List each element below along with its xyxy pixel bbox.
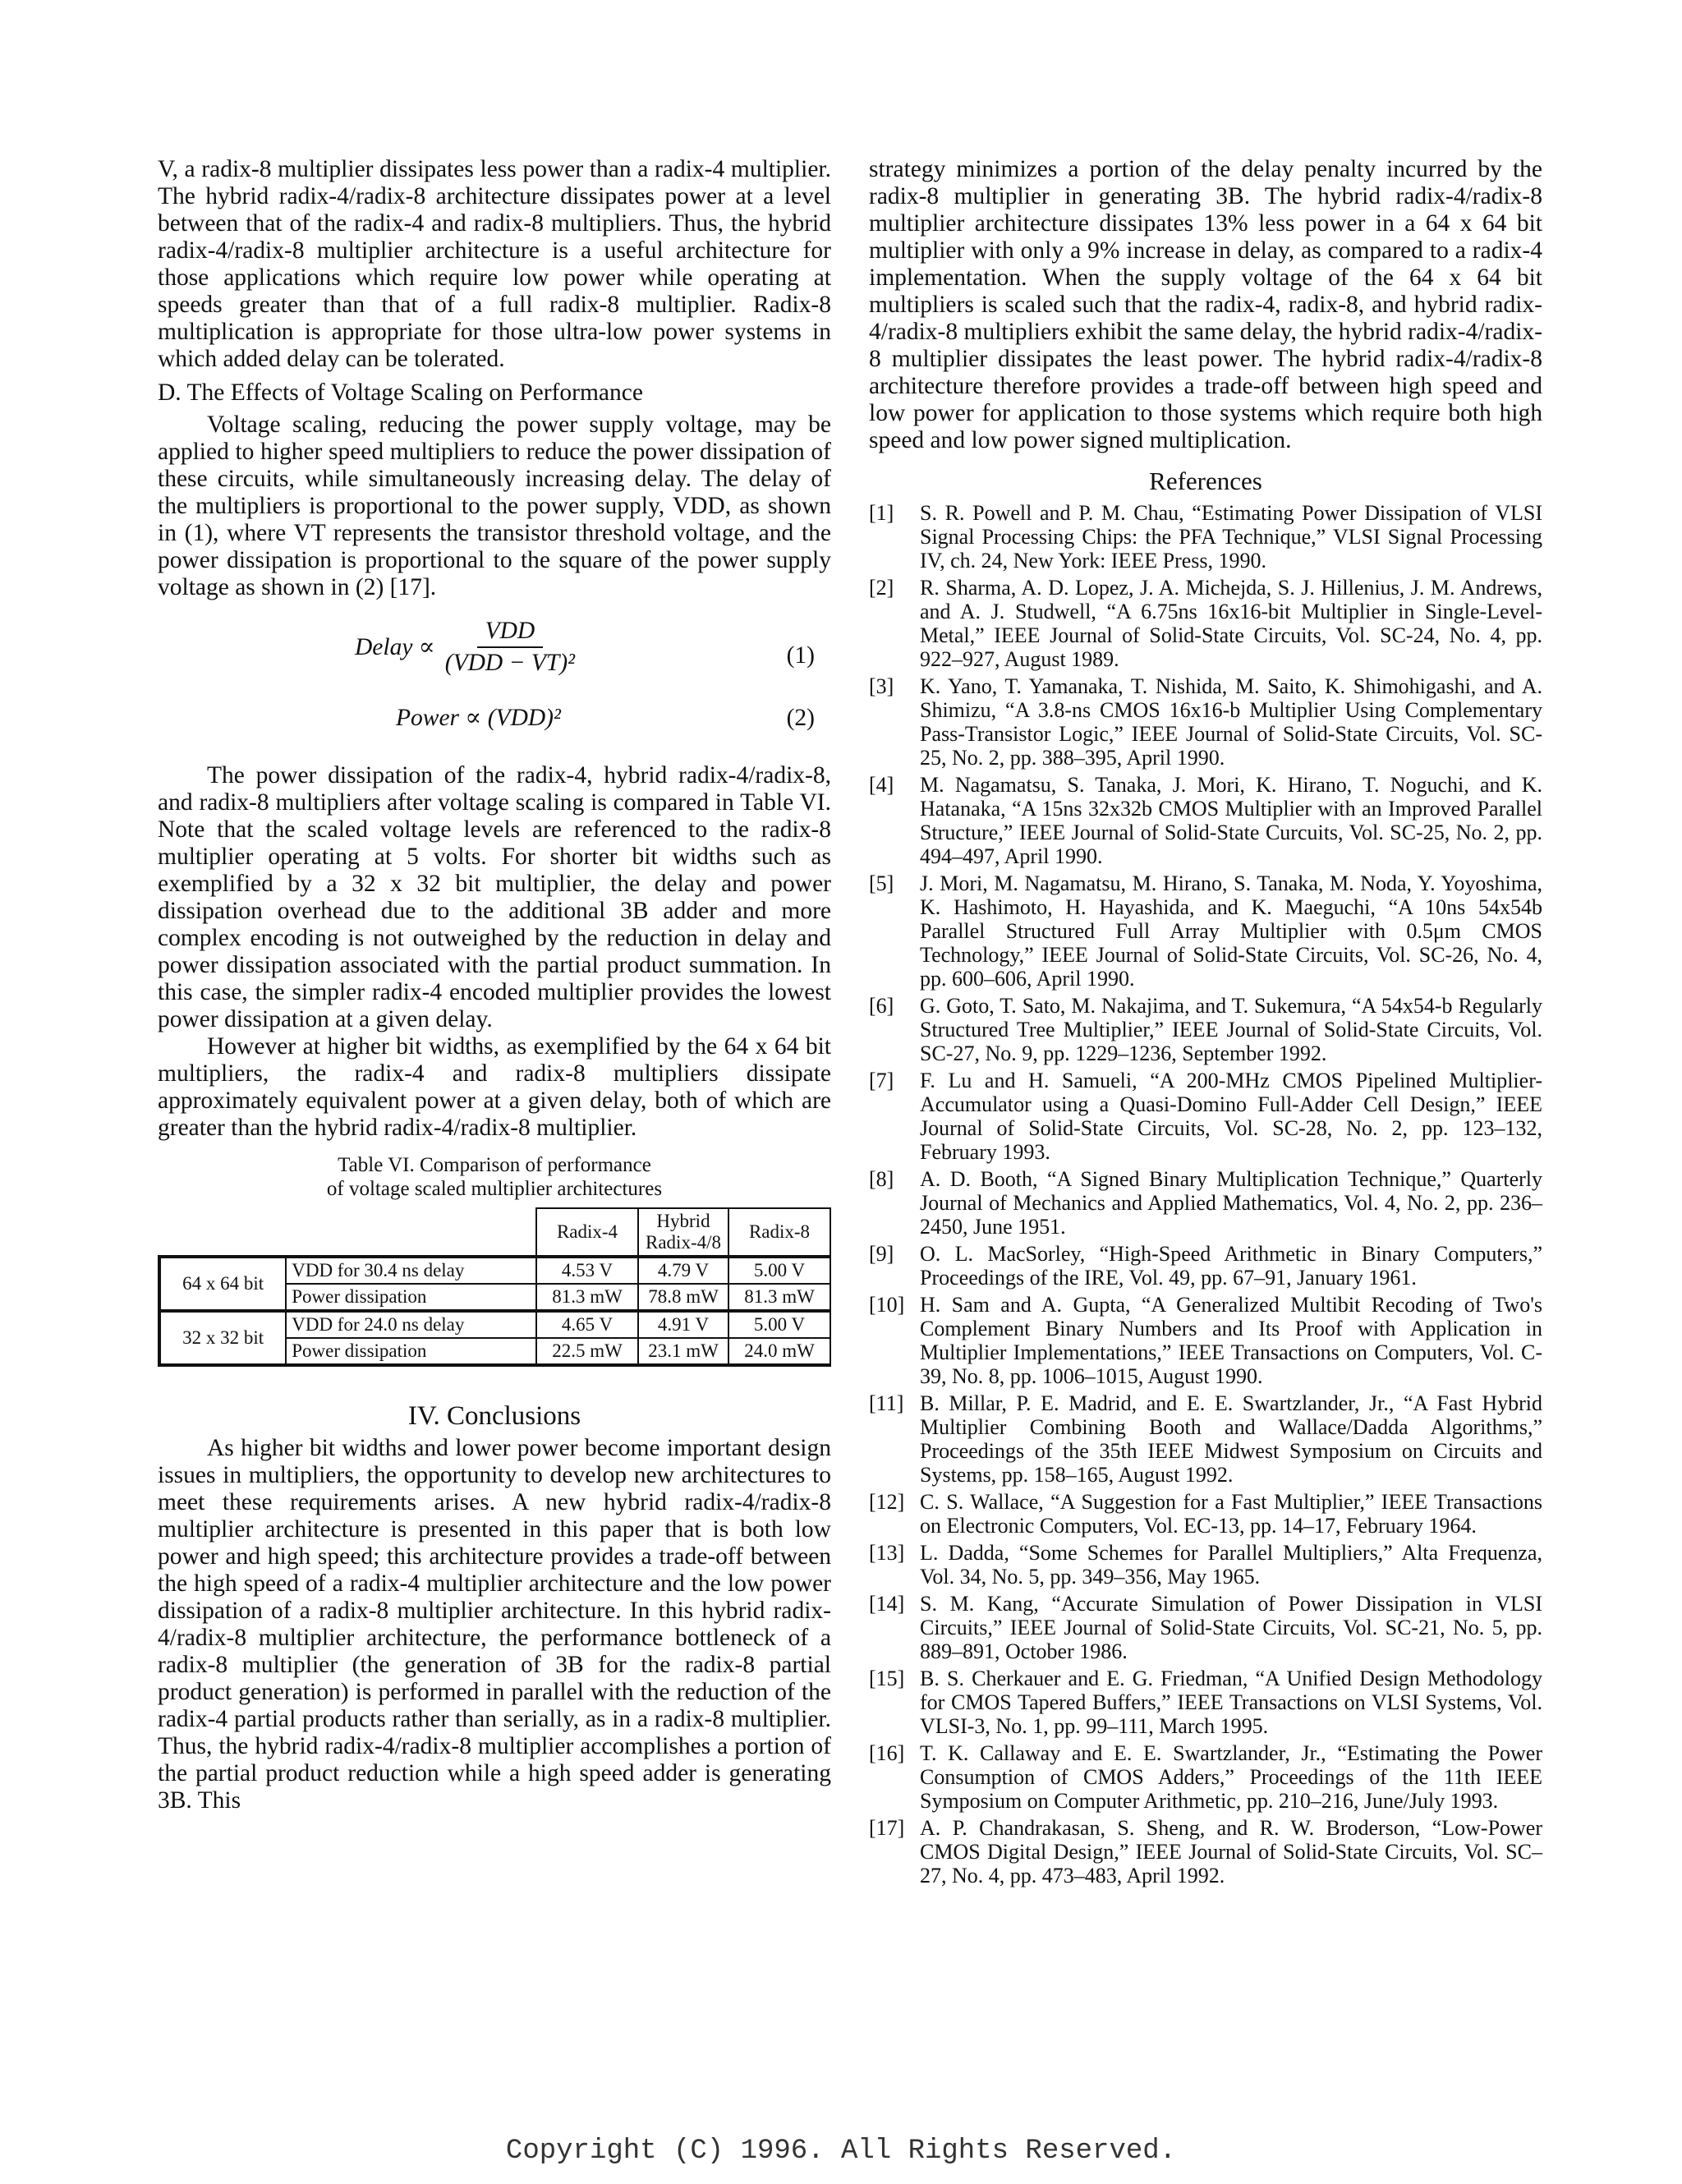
reference-number: [15]	[869, 1667, 905, 1690]
equation-delay-lhs: Delay ∝	[355, 633, 435, 660]
table-caption	[158, 1153, 831, 1201]
table-metric: VDD for 30.4 ns delay	[286, 1257, 536, 1284]
table-group-label: 32 x 32 bit	[159, 1311, 286, 1365]
performance-table	[158, 1207, 831, 1367]
paragraph-conclusions: As higher bit widths and lower power become important design issues in multipliers, the opportunity to develop new architectures to meet these requirements arises. A new hybrid radix-4/radix-8 multiplier architecture is presented in this paper that is both low power and high speed; this architecture provides a trade-off between the high speed of a radix-4 multiplier architecture and the low power dissipation of a radix-8 multiplier architecture. In this hybrid radix-4/radix-8 multiplier architecture, the performance bottleneck of a radix-8 multiplier (the generation of 3B for the radix-8 partial product generation) is performed in parallel with the reduction of the radix-4 partial products rather than serially, as in a radix-8 multiplier. Thus, the hybrid radix-4/radix-8 multiplier accomplishes a portion of the partial product reduction while a high speed adder is generating 3B. This	[158, 1435, 831, 1814]
reference-text: L. Dadda, “Some Schemes for Parallel Multipliers,” Alta Frequenza, Vol. 34, No. 5, pp. 349–356, May 1965.	[920, 1541, 1542, 1589]
copyright-notice: Copyright (C) 1996. All Rights Reserved.	[505, 2136, 1177, 2167]
table-caption-line-1: Table VI. Comparison of performance	[338, 1154, 651, 1176]
left-column	[158, 156, 831, 1814]
reference-text: M. Nagamatsu, S. Tanaka, J. Mori, K. Hirano, T. Noguchi, and K. Hatanaka, “A 15ns 32x32b CMOS Multiplier with an Improved Parallel Structure,” IEEE Journal of Solid-State Curcuits, Vol. SC-25, No. 2, pp. 494–497, April 1990.	[920, 773, 1542, 868]
reference-text: S. R. Powell and P. M. Chau, “Estimating Power Dissipation of VLSI Signal Processing Chips: the PFA Technique,” VLSI Signal Processing IV, ch. 24, New York: IEEE Press, 1990.	[920, 501, 1542, 572]
equation-power	[158, 705, 831, 754]
reference-number: [10]	[869, 1293, 905, 1317]
table-metric: Power dissipation	[286, 1338, 536, 1365]
reference-item	[869, 501, 1542, 572]
table-cell: 4.53 V	[536, 1257, 638, 1284]
equation-power-number: (2)	[786, 705, 815, 731]
reference-number: [11]	[869, 1391, 904, 1415]
subsection-heading: D. The Effects of Voltage Scaling on Performance	[158, 379, 643, 406]
equation-delay-numerator: VDD	[477, 618, 544, 648]
reference-item	[869, 1741, 1542, 1813]
table-cell: 81.3 mW	[536, 1284, 638, 1311]
reference-item	[869, 1293, 1542, 1388]
table-header-radix8: Radix-8	[728, 1208, 830, 1257]
reference-number: [13]	[869, 1541, 905, 1565]
table-cell: 4.91 V	[638, 1311, 728, 1338]
table-metric: VDD for 24.0 ns delay	[286, 1311, 536, 1338]
table-row	[159, 1257, 830, 1284]
reference-item	[869, 1242, 1542, 1290]
reference-text: R. Sharma, A. D. Lopez, J. A. Michejda, S. J. Hillenius, J. M. Andrews, and A. J. Studwell, “A 6.75ns 16x16-bit Multiplier in Single-Level-Metal,” IEEE Journal of Solid-State Circuits, Vol. SC-24, No. 4, pp. 922–927, August 1989.	[920, 576, 1542, 671]
reference-number: [12]	[869, 1490, 905, 1514]
table-cell: 5.00 V	[728, 1311, 830, 1338]
equation-delay-denominator: (VDD − VT)²	[444, 650, 575, 676]
reference-number: [14]	[869, 1592, 905, 1616]
equation-delay-number: (1)	[786, 642, 815, 669]
reference-item	[869, 1541, 1542, 1589]
reference-text: B. S. Cherkauer and E. G. Friedman, “A Unified Design Methodology for CMOS Tapered Buffers,” IEEE Transactions on VLSI Systems, Vol. VLSI-3, No. 1, pp. 99–111, March 1995.	[920, 1667, 1542, 1738]
reference-number: [8]	[869, 1167, 894, 1191]
equation-delay	[158, 618, 831, 692]
table-cell: 78.8 mW	[638, 1284, 728, 1311]
reference-text: B. Millar, P. E. Madrid, and E. E. Swartzlander, Jr., “A Fast Hybrid Multiplier Combining Booth and Wallace/Dadda Algorithms,” Proceedings of the 35th IEEE Midwest Symposium on Circuits and Systems, pp. 158–165, August 1992.	[920, 1391, 1542, 1487]
reference-item	[869, 994, 1542, 1065]
table-cell: 24.0 mW	[728, 1338, 830, 1365]
paragraph-voltage-scaling: Voltage scaling, reducing the power supply voltage, may be applied to higher speed multipliers to reduce the power dissipation of these circuits, while simultaneously increasing delay. The delay of the multipliers is proportional to the power supply, VDD, as shown in (1), where VT represents the transistor threshold voltage, and the power dissipation is proportional to the square of the power supply voltage as shown in (2) [17].	[158, 412, 831, 600]
reference-item	[869, 871, 1542, 991]
table-cell: 23.1 mW	[638, 1338, 728, 1365]
reference-item	[869, 1391, 1542, 1487]
paragraph-higher-bit-widths: However at higher bit widths, as exemplified by the 64 x 64 bit multipliers, the radix-4 and radix-8 multipliers dissipate approximately equivalent power at a given delay, both of which are greater than the hybrid radix-4/radix-8 multiplier.	[158, 1033, 831, 1141]
reference-text: F. Lu and H. Samueli, “A 200-MHz CMOS Pipelined Multiplier-Accumulator using a Quasi-Domino Full-Adder Cell Design,” IEEE Journal of Solid-State Circuits, Vol. SC-28, No. 2, pp. 123–132, February 1993.	[920, 1069, 1542, 1164]
reference-text: C. S. Wallace, “A Suggestion for a Fast Multiplier,” IEEE Transactions on Electronic Computers, Vol. EC-13, pp. 14–17, February 1964.	[920, 1490, 1542, 1538]
reference-number: [17]	[869, 1816, 905, 1840]
table-header-hybrid: Hybrid Radix-4/8	[638, 1208, 728, 1257]
reference-item	[869, 1490, 1542, 1538]
table-metric: Power dissipation	[286, 1284, 536, 1311]
table-caption-line-2: of voltage scaled multiplier architectures	[326, 1178, 663, 1200]
table-header-row	[159, 1208, 830, 1257]
reference-text: G. Goto, T. Sato, M. Nakajima, and T. Sukemura, “A 54x54-b Regularly Structured Tree Multiplier,” IEEE Journal of Solid-State Circuits, Vol. SC-27, No. 9, pp. 1229–1236, September 1992.	[920, 994, 1542, 1065]
table-header-radix4: Radix-4	[536, 1208, 638, 1257]
reference-text: A. D. Booth, “A Signed Binary Multiplication Technique,” Quarterly Journal of Mechanics and Applied Mathematics, Vol. 4, No. 2, pp. 236–2450, June 1951.	[920, 1167, 1542, 1239]
reference-item	[869, 773, 1542, 868]
reference-text: T. K. Callaway and E. E. Swartzlander, Jr., “Estimating the Power Consumption of CMOS Adders,” Proceedings of the 11th IEEE Symposium on Computer Arithmetic, pp. 210–216, June/July 1993.	[920, 1741, 1542, 1813]
reference-number: [1]	[869, 501, 894, 525]
table-cell: 4.79 V	[638, 1257, 728, 1284]
table-cell: 4.65 V	[536, 1311, 638, 1338]
reference-item	[869, 1816, 1542, 1887]
table-row	[159, 1311, 830, 1338]
reference-number: [16]	[869, 1741, 905, 1765]
reference-text: O. L. MacSorley, “High-Speed Arithmetic in Binary Computers,” Proceedings of the IRE, Vol. 49, pp. 67–91, January 1961.	[920, 1242, 1542, 1290]
paragraph-conclusions-continued: strategy minimizes a portion of the delay penalty incurred by the radix-8 multiplier in generating 3B. The hybrid radix-4/radix-8 multiplier architecture dissipates 13% less power in a 64 x 64 bit multiplier with only a 9% increase in delay, as compared to a radix-4 implementation. When the supply voltage of the 64 x 64 bit multipliers is scaled such that the radix-4, radix-8, and hybrid radix-4/radix-8 multipliers exhibit the same delay, the hybrid radix-4/radix-8 multiplier dissipates the least power. The hybrid radix-4/radix-8 architecture therefore provides a trade-off between high speed and low power for application to those systems which require both high speed and low power signed multiplication.	[869, 156, 1542, 453]
references-heading: References	[1149, 467, 1262, 495]
paragraph-table-discussion: The power dissipation of the radix-4, hybrid radix-4/radix-8, and radix-8 multipliers after voltage scaling is compared in Table VI. Note that the scaled voltage levels are referenced to the radix-8 multiplier operating at 5 volts. For shorter bit widths such as exemplified by a 32 x 32 bit multiplier, the delay and power dissipation overhead due to the additional 3B adder and more complex encoding is not outweighed by the reduction in delay and power dissipation associated with the partial product summation. In this case, the simpler radix-4 encoded multiplier provides the lowest power dissipation at a given delay.	[158, 762, 831, 1032]
table-cell: 22.5 mW	[536, 1338, 638, 1365]
references-list	[869, 501, 1542, 1887]
reference-text: J. Mori, M. Nagamatsu, M. Hirano, S. Tanaka, M. Noda, Y. Yoyoshima, K. Hashimoto, H. Hayashida, and K. Maeguchi, “A 10ns 54x54b Parallel Structured Full Array Multiplier with 0.5μm CMOS Technology,” IEEE Journal of Solid-State Circuits, Vol. SC-26, No. 4, pp. 600–606, April 1990.	[920, 871, 1542, 991]
reference-text: A. P. Chandrakasan, S. Sheng, and R. W. Broderson, “Low-Power CMOS Digital Design,” IEEE Journal of Solid-State Circuits, Vol. SC–27, No. 4, pp. 473–483, April 1992.	[920, 1816, 1542, 1887]
table-cell: 81.3 mW	[728, 1284, 830, 1311]
section-heading-conclusions: IV. Conclusions	[407, 1401, 581, 1431]
reference-item	[869, 1667, 1542, 1738]
reference-number: [5]	[869, 871, 894, 895]
reference-item	[869, 1592, 1542, 1663]
reference-item	[869, 1167, 1542, 1239]
paragraph-radix8-summary: V, a radix-8 multiplier dissipates less power than a radix-4 multiplier. The hybrid radix-4/radix-8 architecture dissipates power at a level between that of the radix-4 and radix-8 multipliers. Thus, the hybrid radix-4/radix-8 multiplier architecture is a useful architecture for those applications which require low power while operating at speeds greater than that of a full radix-8 multiplier. Radix-8 multiplication is appropriate for those ultra-low power systems in which added delay can be tolerated.	[158, 156, 831, 372]
equation-power-expression: Power ∝ (VDD)²	[396, 705, 561, 731]
reference-item	[869, 674, 1542, 770]
table-cell: 5.00 V	[728, 1257, 830, 1284]
reference-item	[869, 1069, 1542, 1164]
reference-item	[869, 576, 1542, 671]
right-column	[869, 156, 1542, 1891]
reference-text: K. Yano, T. Yamanaka, T. Nishida, M. Saito, K. Shimohigashi, and A. Shimizu, “A 3.8-ns CMOS 16x16-b Multiplier Using Complementary Pass-Transistor Logic,” IEEE Journal of Solid-State Circuits, Vol. SC-25, No. 2, pp. 388–395, April 1990.	[920, 674, 1542, 770]
reference-number: [9]	[869, 1242, 894, 1266]
reference-text: S. M. Kang, “Accurate Simulation of Power Dissipation in VLSI Circuits,” IEEE Journal of Solid-State Circuits, Vol. SC-21, No. 5, pp. 889–891, October 1986.	[920, 1592, 1542, 1663]
reference-number: [2]	[869, 576, 894, 600]
reference-number: [4]	[869, 773, 894, 797]
table-group-label: 64 x 64 bit	[159, 1257, 286, 1311]
reference-text: H. Sam and A. Gupta, “A Generalized Multibit Recoding of Two's Complement Binary Numbers and Its Proof with Application in Multiplier Implementations,” IEEE Transactions on Computers, Vol. C-39, No. 8, pp. 1006–1015, August 1990.	[920, 1293, 1542, 1388]
reference-number: [6]	[869, 994, 894, 1018]
reference-number: [7]	[869, 1069, 894, 1092]
reference-number: [3]	[869, 674, 894, 698]
